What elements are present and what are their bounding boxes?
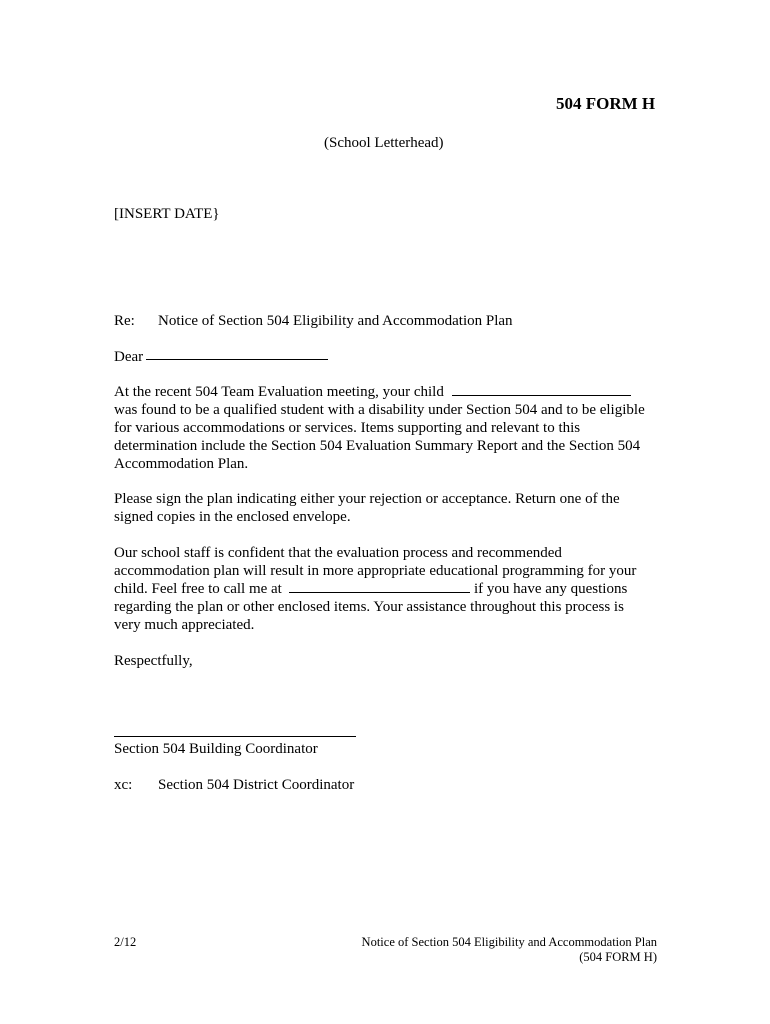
footer-doc-title: Notice of Section 504 Eligibility and Accommodation Plan [361, 935, 657, 949]
letterhead-placeholder: (School Letterhead) [324, 135, 444, 151]
xc-recipient: Section 504 District Coordinator [158, 777, 355, 793]
paragraph-2-line-1: Please sign the plan indicating either your rejection or acceptance. Return one of the [114, 491, 620, 507]
paragraph-1-line-5: Accommodation Plan. [114, 456, 249, 472]
paragraph-3-line-1: Our school staff is confident that the evaluation process and recommended [114, 545, 562, 561]
paragraph-1-line-4: determination include the Section 504 Evaluation Summary Report and the Section 504 [114, 438, 641, 454]
re-label: Re: [114, 313, 135, 329]
paragraph-3-line-3a: child. Feel free to call me at [114, 581, 282, 597]
form-title: 504 FORM H [556, 94, 656, 113]
paragraph-3-line-5: very much appreciated. [114, 617, 255, 633]
paragraph-1-line-3: for various accommodations or services. Items supporting and relevant to this [114, 420, 581, 436]
signature-line [114, 736, 356, 737]
paragraph-1-line-1-text: At the recent 504 Team Evaluation meeting, your child [114, 384, 444, 400]
re-subject: Notice of Section 504 Eligibility and Accommodation Plan [158, 313, 513, 329]
paragraph-3-line-3b: if you have any questions [474, 581, 628, 597]
paragraph-1-line-2: was found to be a qualified student with a disability under Section 504 and to be eligible [114, 402, 645, 418]
closing: Respectfully, [114, 653, 193, 669]
paragraph-1-line-1 [114, 383, 444, 401]
paragraph-3-line-2: accommodation plan will result in more appropriate educational programming for your [114, 563, 637, 579]
footer-doc-code: (504 FORM H) [579, 950, 657, 964]
paragraph-3-line-4: regarding the plan or other enclosed items. Your assistance throughout this process is [114, 599, 624, 615]
signature-title: Section 504 Building Coordinator [114, 741, 318, 757]
salutation: Dear [114, 349, 144, 365]
paragraph-2-line-2: signed copies in the enclosed envelope. [114, 509, 351, 525]
child-name-blank [452, 395, 631, 396]
footer-version: 2/12 [114, 935, 137, 949]
phone-number-blank [289, 592, 470, 593]
date-placeholder: [INSERT DATE} [114, 206, 220, 222]
recipient-name-blank [146, 359, 328, 360]
xc-label: xc: [114, 777, 133, 793]
